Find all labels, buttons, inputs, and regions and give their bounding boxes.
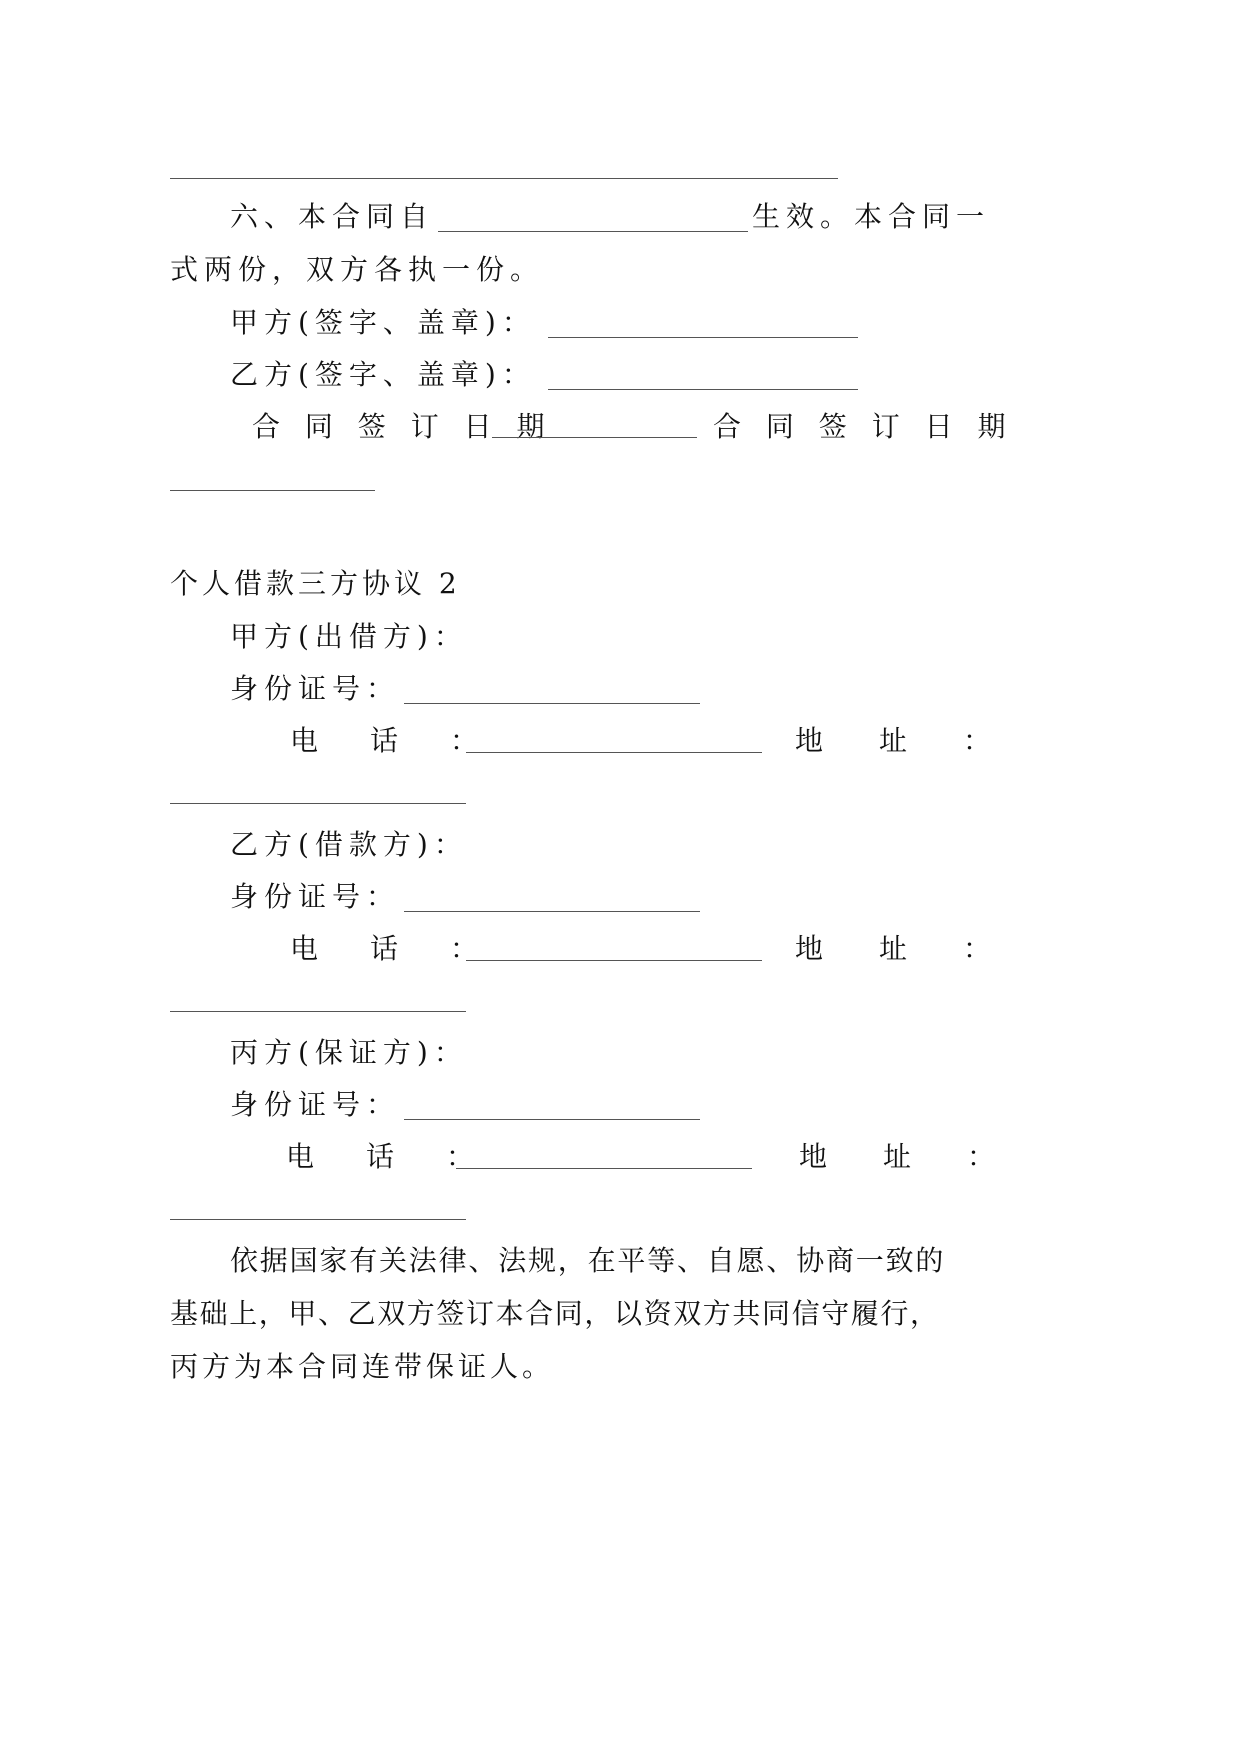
effective-date-blank <box>438 203 748 232</box>
party-b-address-label: 地 址 ： <box>795 932 1006 965</box>
party-b-heading: 乙方(借款方)： <box>230 828 468 861</box>
party-a-signature-label: 甲方(签字、盖章)： <box>230 306 536 339</box>
party-b-address-blank <box>170 1011 466 1012</box>
party-a-address-label: 地 址 ： <box>795 724 1006 757</box>
clause-6-line-1 <box>230 197 990 237</box>
party-c-phone-label: 电 话 ： <box>286 1140 487 1173</box>
party-c-id-line <box>230 1085 704 1125</box>
party-a-signature-blank <box>548 309 858 338</box>
preamble-line-3: 丙方为本合同连带保证人。 <box>170 1350 555 1383</box>
party-a-phone-label: 电 话 ： <box>290 724 491 757</box>
party-b-phone-label: 电 话 ： <box>290 932 491 965</box>
party-c-id-blank <box>404 1091 700 1120</box>
party-b-phone-blank <box>466 960 762 961</box>
sign-date-2-blank <box>170 490 375 491</box>
clause-6-prefix: 六、本合同自 <box>230 200 435 233</box>
sign-date-1-label: 合 同 签 订 日 期 <box>252 410 553 443</box>
party-a-id-blank <box>404 675 700 704</box>
party-b-id-label: 身份证号： <box>230 880 401 913</box>
sign-date-2-label: 合 同 签 订 日 期 <box>713 410 1014 443</box>
party-b-signature-blank <box>548 361 858 390</box>
clause-6-suffix: 生效。本合同一 <box>752 200 991 233</box>
party-a-signature-line <box>230 303 862 343</box>
party-c-id-label: 身份证号： <box>230 1088 401 1121</box>
agreement-title: 个人借款三方协议 2 <box>170 567 461 600</box>
top-blank-line <box>170 178 838 179</box>
party-b-id-blank <box>404 883 700 912</box>
party-b-id-line <box>230 877 704 917</box>
party-c-phone-blank <box>456 1168 752 1169</box>
party-a-heading: 甲方(出借方)： <box>230 620 468 653</box>
party-a-phone-blank <box>466 752 762 753</box>
sign-date-1-blank <box>492 437 697 438</box>
party-b-signature-line <box>230 355 862 395</box>
party-a-id-label: 身份证号： <box>230 672 401 705</box>
clause-6-line-2: 式两份，双方各执一份。 <box>170 253 545 286</box>
party-a-address-blank <box>170 803 466 804</box>
party-c-address-blank <box>170 1219 466 1220</box>
preamble-line-2: 基础上，甲、乙双方签订本合同，以资双方共同信守履行， <box>170 1297 940 1330</box>
party-c-heading: 丙方(保证方)： <box>230 1036 468 1069</box>
party-b-signature-label: 乙方(签字、盖章)： <box>230 358 536 391</box>
preamble-line-1: 依据国家有关法律、法规，在平等、自愿、协商一致的 <box>230 1244 946 1277</box>
party-a-id-line <box>230 669 704 709</box>
party-c-address-label: 地 址 ： <box>799 1140 1010 1173</box>
